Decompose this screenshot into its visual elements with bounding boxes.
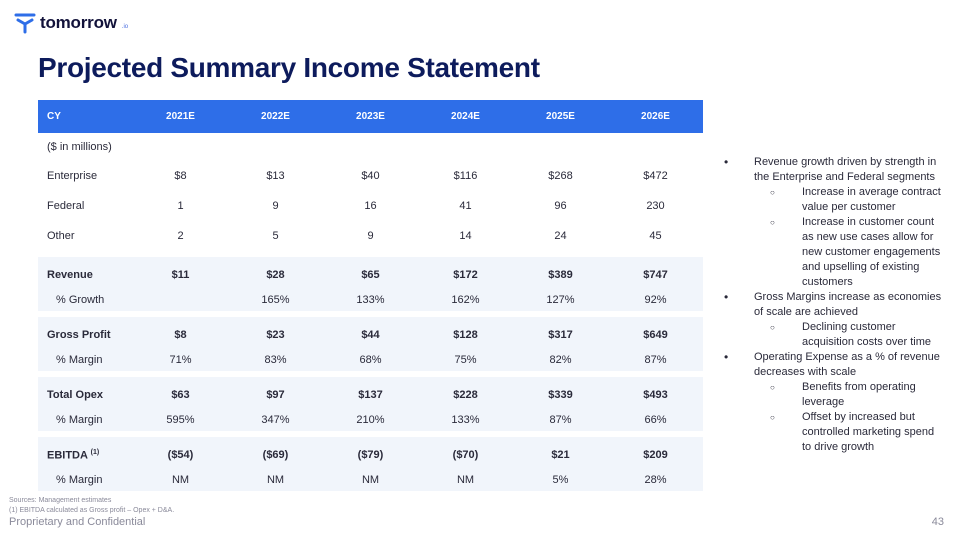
brand-suffix: .io bbox=[121, 24, 129, 30]
row-label: Other bbox=[47, 230, 75, 242]
metric-value: ($69) bbox=[228, 437, 323, 468]
metric-value: $317 bbox=[513, 317, 608, 348]
row-value: 14 bbox=[459, 230, 472, 242]
ebitda-footnote: (1) EBITDA calculated as Gross profit – Opex + D&A. bbox=[9, 507, 175, 514]
row-value: 9 bbox=[367, 230, 374, 242]
metric-label: Gross Profit bbox=[47, 329, 111, 341]
metric-ratio-label: % Growth bbox=[38, 288, 133, 311]
row-value: $116 bbox=[453, 170, 478, 182]
metric-row bbox=[38, 437, 703, 468]
metric-ratio-value: NM bbox=[418, 468, 513, 491]
metric-value: $339 bbox=[513, 377, 608, 408]
sub-bullet-item: ○ Declining customer acquisition costs over time bbox=[724, 320, 946, 350]
page-title: Projected Summary Income Statement bbox=[38, 52, 540, 83]
metric-row bbox=[38, 317, 703, 348]
row-value: 45 bbox=[649, 230, 662, 242]
metric-ratio-row bbox=[38, 408, 703, 431]
metric-ratio-value: NM bbox=[323, 468, 418, 491]
row-value: 5 bbox=[272, 230, 279, 242]
metric-value: $11 bbox=[133, 257, 228, 288]
metric-ratio-row bbox=[38, 348, 703, 371]
metric-ratio-value: 83% bbox=[228, 348, 323, 371]
metric-value: $28 bbox=[228, 257, 323, 288]
footnotes bbox=[9, 496, 174, 516]
metric-value: $389 bbox=[513, 257, 608, 288]
row-value: $268 bbox=[548, 170, 573, 182]
metric-value: $8 bbox=[133, 317, 228, 348]
metric-ratio-value: 87% bbox=[513, 408, 608, 431]
metric-ratio-value: 165% bbox=[228, 288, 323, 311]
metric-ratio-value: 127% bbox=[513, 288, 608, 311]
metric-ratio-value: 68% bbox=[323, 348, 418, 371]
metric-ratio-value: 595% bbox=[133, 408, 228, 431]
metric-label: Total Opex bbox=[47, 389, 104, 401]
table-row bbox=[38, 191, 703, 221]
row-value: 41 bbox=[459, 200, 472, 212]
metric-row bbox=[38, 257, 703, 288]
metric-value: $21 bbox=[513, 437, 608, 468]
header-2025e: 2025E bbox=[513, 100, 608, 133]
table-header-row bbox=[38, 100, 703, 133]
table-row bbox=[38, 221, 703, 251]
metric-footnote-ref: (1) bbox=[90, 448, 100, 456]
sub-bullet-item: ○ Increase in customer count as new use cases allow for new customer engagements and upselling of existing customers bbox=[724, 215, 946, 290]
metric-value: ($54) bbox=[133, 437, 228, 468]
sub-bullet-item: ○ Benefits from operating leverage bbox=[724, 380, 946, 410]
metric-value: $172 bbox=[418, 257, 513, 288]
metric-ratio-value: 82% bbox=[513, 348, 608, 371]
confidential-label: Proprietary and Confidential bbox=[9, 516, 146, 528]
table-row bbox=[38, 161, 703, 191]
header-cy: CY bbox=[38, 100, 133, 133]
row-value: $472 bbox=[643, 170, 668, 182]
sources-note: Sources: Management estimates bbox=[9, 497, 112, 504]
metric-ratio-value: 75% bbox=[418, 348, 513, 371]
table-body bbox=[38, 133, 703, 491]
metric-ratio-value: 92% bbox=[608, 288, 703, 311]
header-2024e: 2024E bbox=[418, 100, 513, 133]
bullet-item: • Gross Margins increase as economies of scale are achieved bbox=[724, 290, 946, 320]
metric-label-cell bbox=[38, 437, 133, 468]
metric-ratio-value: 66% bbox=[608, 408, 703, 431]
metric-value: $65 bbox=[323, 257, 418, 288]
brand-logo bbox=[14, 12, 128, 34]
bullet-item: • Revenue growth driven by strength in the Enterprise and Federal segments bbox=[724, 155, 946, 185]
metric-value: ($79) bbox=[323, 437, 418, 468]
income-statement-table bbox=[38, 100, 703, 491]
units-label: ($ in millions) bbox=[47, 141, 112, 153]
metric-label: EBITDA bbox=[47, 449, 88, 462]
income-statement-table-wrap bbox=[38, 100, 703, 491]
metric-label: Revenue bbox=[47, 269, 93, 281]
metric-ratio-value: NM bbox=[133, 468, 228, 491]
metric-label-cell bbox=[38, 317, 133, 348]
metric-ratio-row bbox=[38, 468, 703, 491]
metric-value: ($70) bbox=[418, 437, 513, 468]
metric-ratio-value: 71% bbox=[133, 348, 228, 371]
metric-value: $63 bbox=[133, 377, 228, 408]
bullet-item: • Operating Expense as a % of revenue decreases with scale bbox=[724, 350, 946, 380]
metric-ratio-value: 133% bbox=[323, 288, 418, 311]
metric-value: $747 bbox=[608, 257, 703, 288]
header-2022e: 2022E bbox=[228, 100, 323, 133]
row-value: 9 bbox=[272, 200, 279, 212]
metric-ratio-value: 347% bbox=[228, 408, 323, 431]
metric-label-cell bbox=[38, 377, 133, 408]
metric-ratio-value: 133% bbox=[418, 408, 513, 431]
sub-bullet-item: ○ Offset by increased but controlled marketing spend to drive growth bbox=[724, 410, 946, 455]
metric-ratio-value: 87% bbox=[608, 348, 703, 371]
tomorrow-logo-icon bbox=[14, 12, 36, 34]
row-value: $8 bbox=[174, 170, 187, 182]
metric-ratio-value: 5% bbox=[513, 468, 608, 491]
metric-ratio-row bbox=[38, 288, 703, 311]
row-value: 24 bbox=[554, 230, 567, 242]
metric-value: $128 bbox=[418, 317, 513, 348]
header-2021e: 2021E bbox=[133, 100, 228, 133]
metric-value: $209 bbox=[608, 437, 703, 468]
metric-ratio-value bbox=[133, 288, 228, 311]
metric-label-cell bbox=[38, 257, 133, 288]
metric-ratio-label: % Margin bbox=[38, 468, 133, 491]
row-value: 2 bbox=[177, 230, 184, 242]
row-value: $13 bbox=[266, 170, 285, 182]
metric-value: $493 bbox=[608, 377, 703, 408]
metric-ratio-value: 210% bbox=[323, 408, 418, 431]
metric-row bbox=[38, 377, 703, 408]
brand-name: tomorrow bbox=[40, 13, 117, 32]
row-label: Federal bbox=[47, 200, 85, 212]
row-value: 16 bbox=[364, 200, 377, 212]
metric-value: $649 bbox=[608, 317, 703, 348]
metric-value: $97 bbox=[228, 377, 323, 408]
metric-ratio-label: % Margin bbox=[38, 408, 133, 431]
metric-value: $228 bbox=[418, 377, 513, 408]
metric-ratio-label: % Margin bbox=[38, 348, 133, 371]
metric-ratio-value: NM bbox=[228, 468, 323, 491]
commentary-bullets bbox=[724, 155, 946, 455]
header-2026e: 2026E bbox=[608, 100, 703, 133]
metric-value: $44 bbox=[323, 317, 418, 348]
header-2023e: 2023E bbox=[323, 100, 418, 133]
row-value: $40 bbox=[361, 170, 380, 182]
metric-value: $23 bbox=[228, 317, 323, 348]
row-value: 1 bbox=[177, 200, 184, 212]
metric-ratio-value: 28% bbox=[608, 468, 703, 491]
metric-value: $137 bbox=[323, 377, 418, 408]
metric-ratio-value: 162% bbox=[418, 288, 513, 311]
row-label: Enterprise bbox=[47, 170, 98, 182]
page-number: 43 bbox=[931, 516, 944, 528]
row-value: 96 bbox=[554, 200, 567, 212]
sub-bullet-item: ○ Increase in average contract value per customer bbox=[724, 185, 946, 215]
units-row bbox=[38, 133, 703, 161]
row-value: 230 bbox=[646, 200, 665, 212]
